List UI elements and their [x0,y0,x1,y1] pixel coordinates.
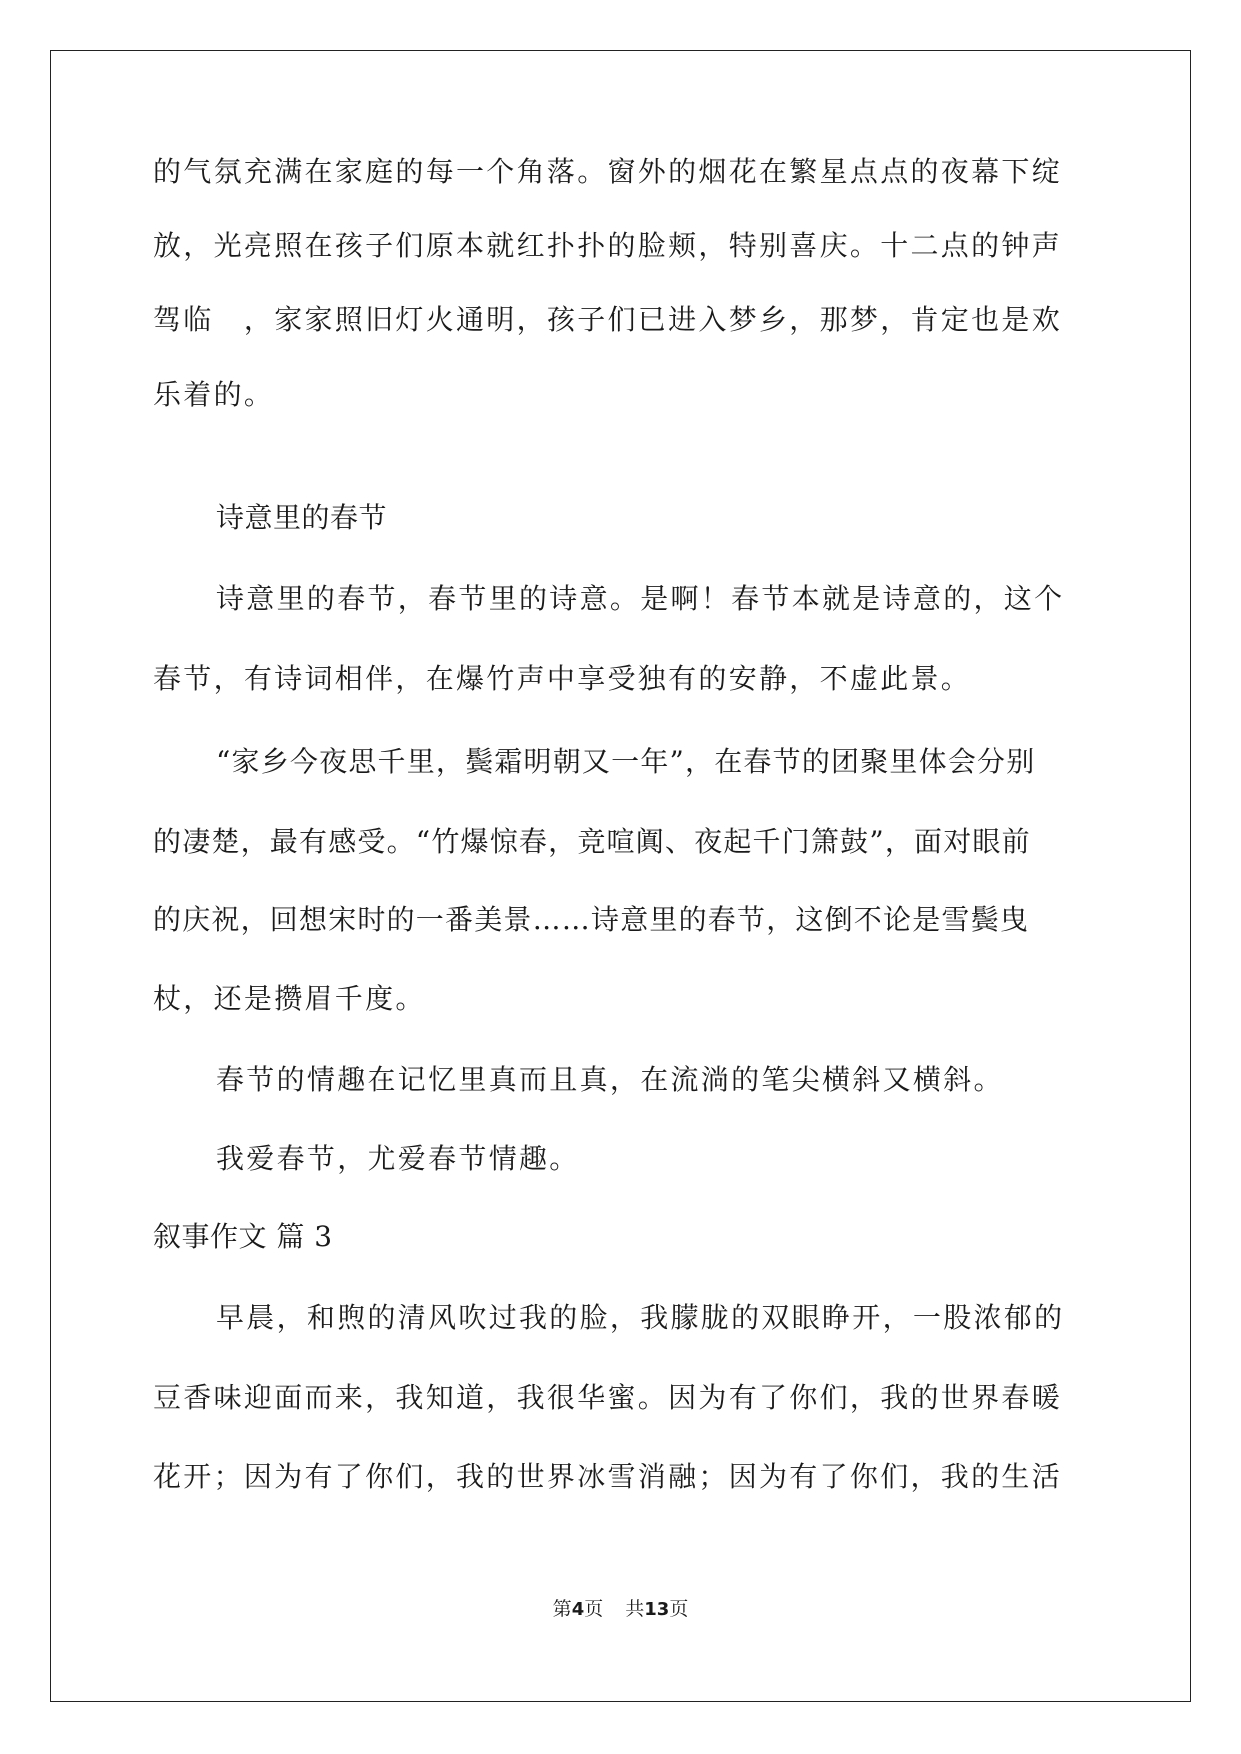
total-page-count: 13 [644,1599,670,1620]
page-footer [0,1596,1241,1623]
text-line: “家乡今夜思千里，鬓霜明朝又一年”，在春节的团聚里体会分别 [216,745,1036,778]
text-line: 诗意里的春节，春节里的诗意。是啊！春节本就是诗意的，这个 [216,582,1065,615]
footer-prefix: 第 [552,1598,572,1620]
footer-total-prefix: 共 [625,1598,645,1620]
text-line: 我爱春节，尤爱春节情趣。 [216,1142,580,1175]
page-border [50,50,1191,1702]
text-line: 的凄楚，最有感受。“竹爆惊春，竞喧阗、夜起千门箫鼓”，面对眼前 [153,825,1031,858]
text-line: 驾临 ，家家照旧灯火通明，孩子们已进入梦乡，那梦，肯定也是欢 [153,303,1063,336]
current-page-number: 4 [571,1599,585,1620]
text-line: 春节，有诗词相伴，在爆竹声中享受独有的安静，不虚此景。 [153,662,972,695]
text-line: 花开；因为有了你们，我的世界冰雪消融；因为有了你们，我的生活 [153,1460,1063,1493]
text-line: 乐着的。 [153,378,275,411]
text-line: 杖，还是攒眉千度。 [153,982,426,1015]
text-line: 放，光亮照在孩子们原本就红扑扑的脸颊，特别喜庆。十二点的钟声 [153,229,1063,262]
footer-total-suffix: 页 [669,1598,689,1620]
text-line: 早晨，和煦的清风吹过我的脸，我朦胧的双眼睁开，一股浓郁的 [216,1301,1065,1334]
footer-page-suffix: 页 [584,1598,604,1620]
text-line: 春节的情趣在记忆里真而且真，在流淌的笔尖横斜又横斜。 [216,1063,1004,1096]
section-subtitle: 诗意里的春节 [216,501,388,534]
text-line: 豆香味迎面而来，我知道，我很华蜜。因为有了你们，我的世界春暖 [153,1381,1063,1414]
text-line: 的气氛充满在家庭的每一个角落。窗外的烟花在繁星点点的夜幕下绽 [153,155,1063,188]
text-line: 的庆祝，回想宋时的一番美景……诗意里的春节，这倒不论是雪鬓曳 [153,903,1030,936]
section-heading: 叙事作文 篇 3 [153,1220,333,1253]
